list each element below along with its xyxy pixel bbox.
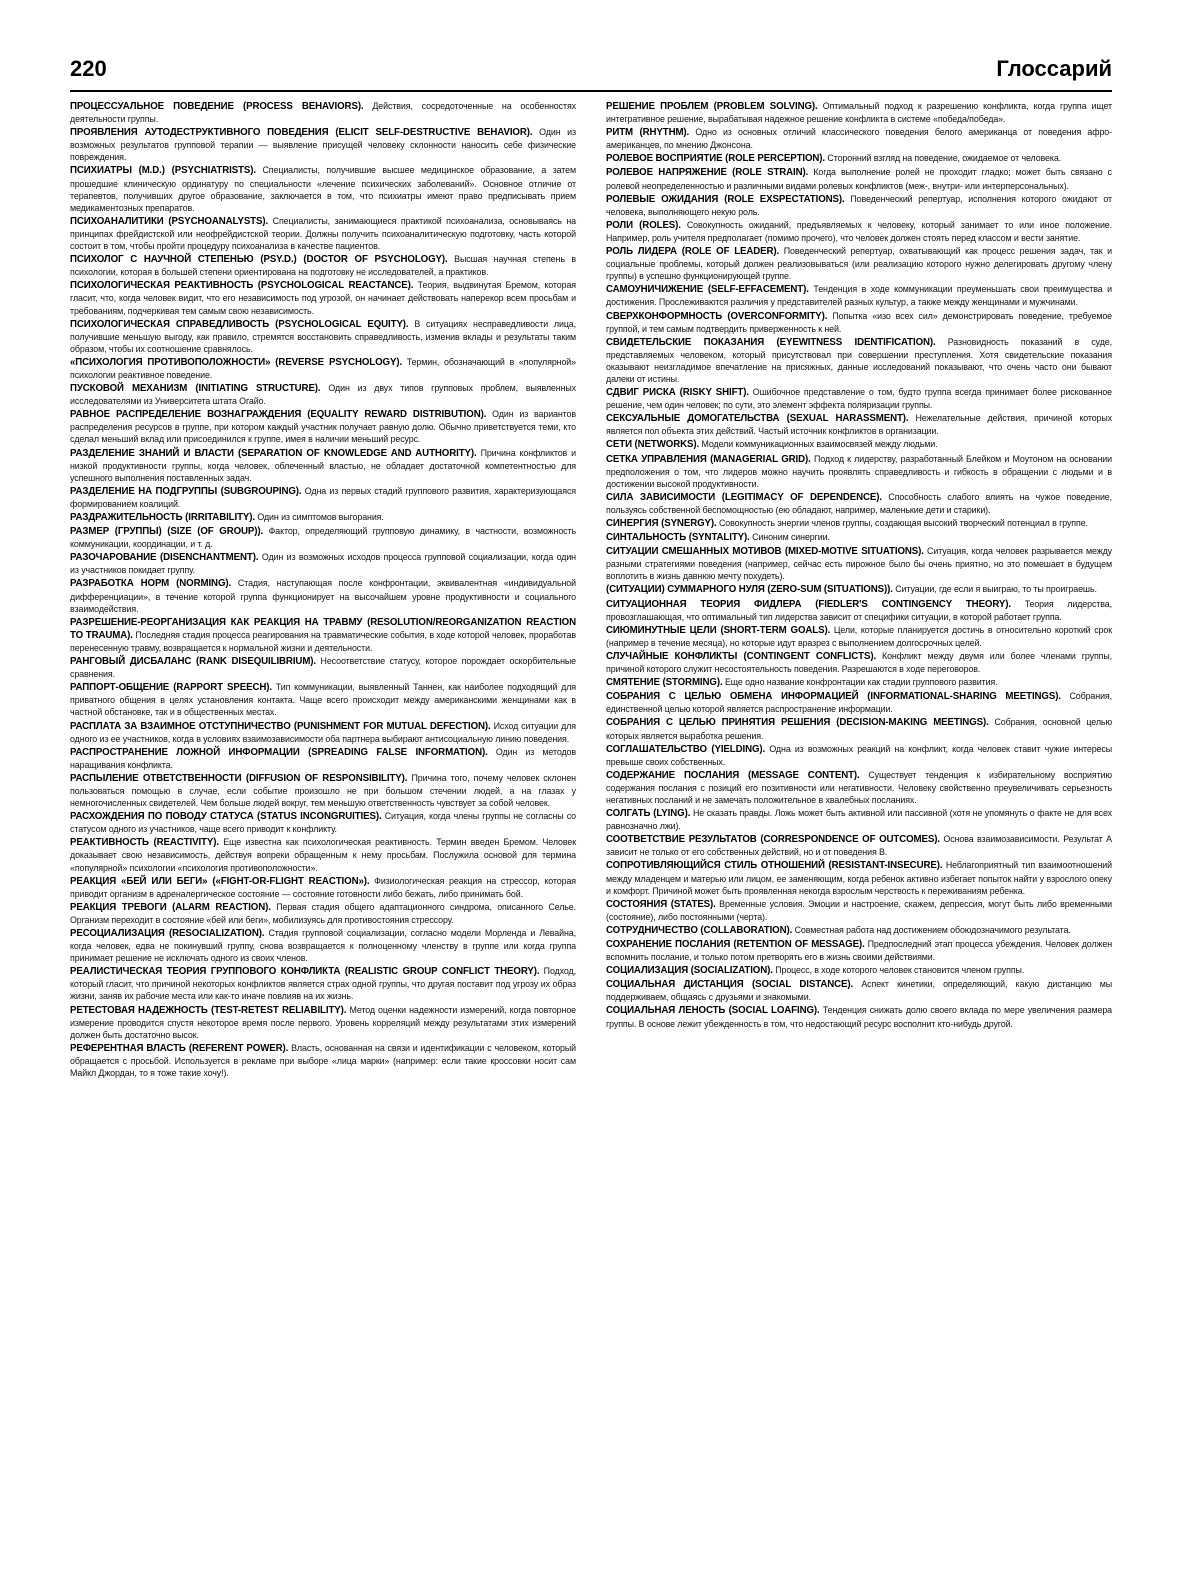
- glossary-definition: Ситуация, когда человек разрывается между разными стратегиями поведения (например, сейчас есть пирожное было бы очень приятно, но это помешает в будущем воплотить в жизнь давнюю мечту похудеть).: [606, 546, 1112, 582]
- glossary-term: РЕАКЦИЯ ТРЕВОГИ (ALARM REACTION).: [70, 901, 271, 913]
- glossary-entry: [606, 517, 1112, 530]
- glossary-term: РОЛЬ ЛИДЕРА (ROLE OF LEADER).: [606, 246, 780, 258]
- glossary-entry: [70, 485, 576, 510]
- glossary-definition: Один из методов наращивания конфликта.: [70, 746, 576, 770]
- glossary-definition: Еще известна как психологическая реактивность. Термин введен Бремом. Человек доказывает свою независимость, действуя вопреки обращенным к нему просьбам. Послужила основой для термина «популярной» психологии «психология противоположности».: [70, 837, 576, 873]
- glossary-entry: [70, 126, 576, 163]
- glossary-term: СИТУАЦИОННАЯ ТЕОРИЯ ФИДЛЕРА (FIEDLER'S CONTINGENCY THEORY).: [606, 598, 1011, 610]
- glossary-entry: [606, 245, 1112, 282]
- glossary-entry: [70, 551, 576, 576]
- glossary-term: СОБРАНИЯ С ЦЕЛЬЮ ОБМЕНА ИНФОРМАЦИЕЙ (INFORMATIONAL-SHARING MEETINGS).: [606, 691, 1061, 703]
- glossary-entry: [70, 100, 576, 125]
- glossary-term: РАЗДЕЛЕНИЕ НА ПОДГРУППЫ (SUBGROUPING).: [70, 485, 302, 497]
- glossary-definition: Основа взаимозависимости. Результат А зависит не только от его собственных действий, но и от поведения В.: [606, 834, 1112, 858]
- glossary-term: РАЗМЕР (ГРУППЫ) (SIZE (OF GROUP)).: [70, 526, 264, 538]
- glossary-definition: Один из вариантов распределения ресурсов в группе, при котором каждый участник получает равную долю. Обычно приветствуется теми, кто сделал меньший вклад или присоединился к группе, имея в наличии меньший ресурс.: [70, 409, 576, 445]
- glossary-definition: Совокупность энергии членов группы, создающая высокий творческий потенциал в группе.: [718, 518, 1088, 528]
- glossary-definition: Последняя стадия процесса реагирования на травматические события, в ходе которой человек, проработав перенесенную травму, возвращается к нормальной жизни и деятельности.: [70, 629, 576, 653]
- glossary-term: СОЛГАТЬ (LYING).: [606, 808, 691, 820]
- glossary-definition: Разновидность показаний в суде, представляемых человеком, который присутствовал при совершении преступления. Хотя свидетельские показания оказывают неизгладимое впечатление на присяжных, данные исследований показывают, что очень часто они бывают далеки от истины.: [606, 336, 1112, 384]
- glossary-definition: Один из возможных исходов процесса групповой социализации, когда один из участников покидает группу.: [70, 552, 576, 576]
- glossary-entry: [606, 624, 1112, 649]
- glossary-term: РАЗРАБОТКА НОРМ (NORMING).: [70, 578, 232, 590]
- glossary-term: РЕАЛИСТИЧЕСКАЯ ТЕОРИЯ ГРУППОВОГО КОНФЛИКТА (REALISTIC GROUP CONFLICT THEORY).: [70, 966, 540, 978]
- glossary-definition: Временные условия. Эмоции и настроение, скажем, депрессия, могут быть либо временными (состояние), либо постоянными (черта).: [606, 898, 1112, 922]
- glossary-entry: [606, 283, 1112, 308]
- glossary-definition: Одна из возможных реакций на конфликт, когда человек ставит чужие интересы превыше своих собственных.: [606, 743, 1112, 767]
- glossary-term: РАСПЫЛЕНИЕ ОТВЕТСТВЕННОСТИ (DIFFUSION OF RESPONSIBILITY).: [70, 772, 408, 784]
- glossary-term: СОЦИАЛИЗАЦИЯ (SOCIALIZATION).: [606, 965, 773, 977]
- glossary-entry: [606, 583, 1112, 596]
- glossary-term: СМЯТЕНИЕ (STORMING).: [606, 677, 723, 689]
- glossary-entry: [606, 100, 1112, 125]
- glossary-entry: [606, 978, 1112, 1003]
- glossary-entry: [70, 1042, 576, 1079]
- glossary-entry: [70, 279, 576, 316]
- glossary-definition: Ситуации, где если я выиграю, то ты проиграешь.: [895, 584, 1097, 595]
- glossary-entry: [606, 219, 1112, 244]
- glossary-definition: Поведенческий репертуар, исполнения которого ожидают от человека, выполняющего некую роль.: [606, 193, 1113, 217]
- glossary-term: СОТРУДНИЧЕСТВО (COLLABORATION).: [606, 924, 793, 936]
- glossary-term: ПСИХОЛОГИЧЕСКАЯ РЕАКТИВНОСТЬ (PSYCHOLOGICAL REACTANCE).: [70, 280, 414, 292]
- glossary-definition: Тип коммуникации, выявленный Таннен, как наиболее подходящий для приватного общения в целях установления контакта. Чаще всего происходит между американскими женщинами как в частной обстановке, так и в общественных местах.: [70, 682, 576, 718]
- glossary-entry: [70, 681, 576, 718]
- glossary-term: РИТМ (RHYTHM).: [606, 127, 690, 139]
- glossary-entry: [70, 810, 576, 835]
- glossary-definition: Первая стадия общего адаптационного синдрома, описанного Селье. Организм переходит в состояние «бей или беги», мобилизуясь для противостояния стрессору.: [70, 901, 577, 925]
- glossary-term: СВЕРХКОНФОРМНОСТЬ (OVERCONFORMITY).: [606, 310, 828, 322]
- glossary-definition: Тенденция в ходе коммуникации преуменьшать свои преимущества и достижения. Прослеживаются различия у представителей разных культур, а также между женщинами и мужчинами.: [606, 284, 1112, 308]
- glossary-entry: [70, 901, 576, 926]
- glossary-definition: В ситуациях несправедливости лица, получившие меньшую выгоду, как правило, стремятся восстановить справедливость, изменив вклады и результаты таким образом, чтобы их соотношение сравнялось.: [70, 318, 577, 354]
- glossary-term: РОЛЕВОЕ ВОСПРИЯТИЕ (ROLE PERCEPTION).: [606, 153, 826, 165]
- glossary-definition: Тенденция снижать долю своего вклада по мере увеличения размера группы. В основе лежит убежденность в том, что недостающий ресурс восполнит кто-нибудь другой.: [606, 1005, 1112, 1029]
- glossary-term: ПСИХИАТРЫ (M.D.) (PSYCHIATRISTS).: [70, 165, 256, 177]
- glossary-definition: Стадия групповой социализации, согласно модели Морленда и Левайна, когда человек, едва не покинувший группу, снова возвращается к полноценному членству в группе или когда группа принимает решение не исключать одного из своих членов.: [70, 928, 576, 964]
- glossary-definition: Физиологическая реакция на стрессор, которая приводит организм в адреналергическое состояние — состояние готовности либо бежать, либо принимать бой.: [70, 875, 576, 899]
- glossary-definition: Совокупность ожиданий, предъявляемых к человеку, который занимает то или иное положение. Например, роль учителя предполагает (помимо прочего), что человек должен стоять перед классом и вести занятие.: [606, 219, 1113, 243]
- glossary-term: ПРОЦЕССУАЛЬНОЕ ПОВЕДЕНИЕ (PROCESS BEHAVIORS).: [70, 101, 364, 112]
- glossary-term: РАЗДРАЖИТЕЛЬНОСТЬ (IRRITABILITY).: [70, 512, 255, 523]
- glossary-definition: Конфликт между двумя или более членами группы, причиной которого служит несостоятельность поведения. Разрешаются в ходе переговоров.: [606, 650, 1112, 675]
- glossary-term: СИТУАЦИИ СМЕШАННЫХ МОТИВОВ (MIXED-MOTIVE SITUATIONS).: [606, 546, 924, 558]
- glossary-definition: Когда выполнение ролей не проходит гладко; может быть связано с ролевой неопределенностью и различными видами ролевых конфликтов (меж-, внутри- или интерперсональных).: [606, 167, 1112, 191]
- glossary-term: РЕСОЦИАЛИЗАЦИЯ (RESOCIALIZATION).: [70, 928, 265, 939]
- glossary-definition: Причина конфликтов и низкой продуктивности группы, когда человек, облеченный властью, не обладает достаточной компетентностью для успешного выполнения поставленных задач.: [70, 447, 576, 483]
- glossary-entry: [70, 356, 576, 381]
- glossary-entry: [70, 746, 576, 771]
- glossary-entry: [606, 769, 1112, 806]
- glossary-entry: [606, 412, 1112, 437]
- glossary-definition: Подход к лидерству, разработанный Блейком и Моутоном на основании предположения о том, что лидеров можно научить проявлять справедливость и гибкость в обращении с людьми и в достижении высокой продуктивности.: [606, 453, 1112, 489]
- glossary-term: РАЗРЕШЕНИЕ-РЕОРГАНИЗАЦИЯ КАК РЕАКЦИЯ НА ТРАВМУ (RESOLUTION/REORGANIZATION REACTION TO TRAUMA).: [70, 616, 576, 641]
- glossary-entry: [606, 1004, 1112, 1029]
- glossary-entry: [606, 964, 1112, 977]
- glossary-term: СОПРОТИВЛЯЮЩИЙСЯ СТИЛЬ ОТНОШЕНИЙ (RESISTANT-INSECURE).: [606, 860, 943, 872]
- glossary-term: СЕТИ (NETWORKS).: [606, 439, 700, 451]
- glossary-definition: Действия, сосредоточенные на особенностях деятельности группы.: [70, 101, 576, 125]
- glossary-entry: [70, 164, 576, 213]
- running-title: Глоссарий: [996, 56, 1112, 81]
- glossary-definition: Аспект кинетики, определяющий, какую дистанцию мы поддерживаем, общаясь с друзьями и знакомыми.: [606, 979, 1112, 1003]
- glossary-entry: [606, 310, 1112, 335]
- glossary-term: РАСХОЖДЕНИЯ ПО ПОВОДУ СТАТУСА (STATUS INCONGRUITIES).: [70, 811, 382, 823]
- glossary-definition: Поведенческий репертуар, охватывающий как процесс решения задач, так и социальные проблемы, который должен реализовываться (или реализацию которого нужно делегировать другому члену группы) в успешно функционирующей группе.: [606, 246, 1112, 282]
- glossary-definition: Одно из основных отличий классического поведения белого американца от поведения афро-американцев, по мнению Джонсона.: [606, 127, 1112, 151]
- glossary-definition: Не сказать правды. Ложь может быть активной или пассивной (хотя не упомянуть о факте не для всех равнозначно лжи).: [606, 808, 1112, 832]
- glossary-entry: [70, 215, 576, 252]
- glossary-term: СДВИГ РИСКА (RISKY SHIFT).: [606, 387, 749, 399]
- glossary-entry: [70, 382, 576, 407]
- glossary-definition: Существует тенденция к избирательному восприятию содержания послания с позиций его позитивности или негативности. Человеку свойственно преувеличивать серьезность негативных посланий и не замечать положительное в хвалебных посланиях.: [606, 769, 1112, 805]
- glossary-entry: [70, 577, 576, 614]
- glossary-term: РАЗДЕЛЕНИЕ ЗНАНИЙ И ВЛАСТИ (SEPARATION OF KNOWLEDGE AND AUTHORITY).: [70, 447, 477, 459]
- glossary-term: СОЦИАЛЬНАЯ ЛЕНОСТЬ (SOCIAL LOAFING).: [606, 1005, 820, 1017]
- glossary-definition: Неблагоприятный тип взаимоотношений между младенцем и матерью или лицом, ее заменяющим, когда ребенок активно избегает попыток найти у взрослого опеку и комфорт. Причиной может быть проявленная некогда взрослым черствость к переживаниям ребенка.: [606, 860, 1113, 896]
- glossary-entry: [606, 938, 1112, 963]
- glossary-definition: Оптимальный подход к разрешению конфликта, когда группа ищет интегративное решение, вырабатывая надежное решение конфликта в системе «победа/победа».: [606, 101, 1112, 125]
- glossary-term: ПРОЯВЛЕНИЯ АУТОДЕСТРУКТИВНОГО ПОВЕДЕНИЯ (ELICIT SELF-DESTRUCTIVE BEHAVIOR).: [70, 127, 533, 139]
- glossary-term: РАСПРОСТРАНЕНИЕ ЛОЖНОЙ ИНФОРМАЦИИ (SPREADING FALSE INFORMATION).: [70, 746, 488, 758]
- glossary-definition: Теория, выдвинутая Бремом, которая гласит, что, когда человек видит, что его независимость под угрозой, он начинает действовать наперекор всем просьбам и требованиям, подчеркивая тем самым свою независимость.: [70, 280, 576, 316]
- glossary-term: РЕТЕСТОВАЯ НАДЕЖНОСТЬ (TEST-RETEST RELIABILITY).: [70, 1004, 347, 1016]
- glossary-definition: Еще одно название конфронтации как стадии группового развития.: [724, 677, 998, 688]
- glossary-definition: Одна из первых стадий группового развития, характеризующаяся формированием коалиций.: [70, 485, 576, 509]
- glossary-entry: [606, 924, 1112, 937]
- glossary-entry: [70, 720, 576, 745]
- glossary-term: СИЛА ЗАВИСИМОСТИ (LEGITIMACY OF DEPENDENCE).: [606, 491, 882, 503]
- glossary-entry: [606, 598, 1112, 623]
- glossary-entry: [70, 616, 576, 654]
- page-number: 220: [70, 56, 107, 81]
- glossary-entry: [70, 927, 576, 964]
- glossary-term: РАВНОЕ РАСПРЕДЕЛЕНИЕ ВОЗНАГРАЖДЕНИЯ (EQUALITY REWARD DISTRIBUTION).: [70, 409, 487, 421]
- glossary-entry: [606, 193, 1112, 218]
- glossary-term: СООТВЕТСТВИЕ РЕЗУЛЬТАТОВ (CORRESPONDENCE OF OUTCOMES).: [606, 834, 940, 846]
- glossary-term: СОЦИАЛЬНАЯ ДИСТАНЦИЯ (SOCIAL DISTANCE).: [606, 979, 854, 991]
- glossary-entry: [606, 676, 1112, 689]
- glossary-entry: [70, 511, 576, 524]
- glossary-term: РАППОРТ-ОБЩЕНИЕ (RAPPORT SPEECH).: [70, 682, 272, 694]
- glossary-entry: [70, 253, 576, 278]
- glossary-definition: Модели коммуникационных взаимосвязей между людьми.: [701, 439, 938, 450]
- glossary-term: САМОУНИЧИЖЕНИЕ (SELF-EFFACEMENT).: [606, 284, 809, 296]
- glossary-definition: Процесс, в ходе которого человек становится членом группы.: [775, 965, 1025, 976]
- glossary-entry: [70, 965, 576, 1002]
- glossary-definition: Собрания, основной целью которых является выработка решения.: [606, 717, 1112, 741]
- glossary-definition: Подход, который гласит, что причиной некоторых конфликтов является страх одной группы, что другая поставит под угрозу их образ жизни, заняв их рабочие места или как-то иначе повлияв на их жизнь.: [70, 966, 576, 1002]
- glossary-term: «ПСИХОЛОГИЯ ПРОТИВОПОЛОЖНОСТИ» (REVERSE PSYCHOLOGY).: [70, 356, 403, 368]
- glossary-definition: Метод оценки надежности измерений, когда повторное измерение проводится спустя некоторое время после первого. Уровень корреляций между результатами этих измерений должен быть достаточно высок.: [70, 1004, 576, 1040]
- glossary-definition: Один из симптомов выгорания.: [257, 512, 384, 522]
- glossary-definition: Теория лидерства, провозглашающая, что оптимальный тип лидерства зависит от специфики ситуации, в которой работает группа.: [606, 598, 1112, 622]
- glossary-definition: Цели, которые планируется достичь в относительно короткий срок (например в течение месяца), но которые идут вразрез с выполнением долгосрочных целей.: [606, 624, 1112, 648]
- glossary-definition: Термин, обозначающий в «популярной» психологии реактивное поведение.: [70, 356, 576, 380]
- glossary-definition: Несоответствие статусу, которое порождает оскорбительные сравнения.: [70, 656, 576, 680]
- glossary-entry: [606, 336, 1112, 385]
- glossary-term: СЕКСУАЛЬНЫЕ ДОМОГАТЕЛЬСТВА (SEXUAL HARASSMENT).: [606, 413, 909, 425]
- glossary-definition: Ошибочное представление о том, будто группа всегда принимает более рискованное решение, чем один человек; по сути, это элемент эффекта поляризации группы.: [606, 387, 1112, 411]
- glossary-term: СОДЕРЖАНИЕ ПОСЛАНИЯ (MESSAGE CONTENT).: [606, 769, 860, 781]
- glossary-definition: Один из возможных результатов групповой терапии — выявление присущей человеку склонности наносить себе физические повреждения.: [70, 127, 576, 163]
- glossary-entry: [70, 772, 576, 809]
- glossary-term: РАЗОЧАРОВАНИЕ (DISENCHANTMENT).: [70, 552, 259, 564]
- glossary-entry: [606, 716, 1112, 741]
- glossary-term: ПУСКОВОЙ МЕХАНИЗМ (INITIATING STRUCTURE).: [70, 383, 321, 395]
- glossary-definition: Причина того, почему человек склонен пользоваться помощью в случае, если событие произошло не при большом стечении людей, а на глазах у немногочисленных свидетелей. Чем больше людей вокруг, тем меньшую ответственность чувствует за собой человек.: [70, 772, 576, 809]
- glossary-entry: [606, 898, 1112, 923]
- glossary-definition: Стадия, наступающая после конфронтации, эквивалентная «индивидуальной дифференциации», в течение которой группа функционирует на высочайшем уровне продуктивности и социального взаимодействия.: [70, 578, 576, 614]
- glossary-entry: [606, 531, 1112, 544]
- glossary-term: СВИДЕТЕЛЬСКИЕ ПОКАЗАНИЯ (EYEWITNESS IDENTIFICATION).: [606, 336, 936, 348]
- glossary-term: РОЛЕВОЕ НАПРЯЖЕНИЕ (ROLE STRAIN).: [606, 167, 809, 179]
- glossary-entry: [606, 491, 1112, 516]
- glossary-term: СЕТКА УПРАВЛЕНИЯ (MANAGERIAL GRID).: [606, 453, 811, 465]
- glossary-entry: [70, 318, 576, 355]
- glossary-definition: Один из двух типов групповых проблем, выявленных исследователями из Университета штата Огайо.: [70, 383, 576, 407]
- glossary-entry: [606, 386, 1112, 411]
- glossary-definition: Сторонний взгляд на поведение, ожидаемое от человека.: [827, 153, 1062, 164]
- glossary-entry: [606, 152, 1112, 165]
- glossary-term: РЕШЕНИЕ ПРОБЛЕМ (PROBLEM SOLVING).: [606, 101, 818, 112]
- glossary-definition: Исход ситуации для одного из ее участников, когда в условиях взаимозависимости оба партнера выбирают антисоциальную линию поведения.: [70, 720, 576, 744]
- glossary-entry: [606, 438, 1112, 451]
- glossary-definition: Синоним синергии.: [752, 532, 830, 543]
- glossary-entry: [606, 545, 1112, 582]
- glossary-definition: Нежелательные действия, причиной которых является пол объекта этих действий. Частый источник конфликтов в организации.: [606, 413, 1112, 437]
- glossary-term: СИНТАЛЬНОСТЬ (SYNTALITY).: [606, 532, 750, 544]
- glossary-entry: [606, 807, 1112, 832]
- glossary-entry: [70, 875, 576, 900]
- glossary-term: ПСИХОЛОГИЧЕСКАЯ СПРАВЕДЛИВОСТЬ (PSYCHOLOGICAL EQUITY).: [70, 318, 409, 330]
- glossary-definition: Власть, основанная на связи и идентификации с человеком, который обращается с просьбой. Используется в рекламе при выборе «лица марки» (например: если такие кроссовки носит сам Майкл Джордан, то я тоже такие хочу!).: [70, 1042, 576, 1079]
- glossary-definition: Высшая научная степень в психологии, которая в большей степени ориентирована на подготовку не исследователей, а практиков.: [70, 254, 576, 278]
- glossary-term: РЕАКТИВНОСТЬ (REACTIVITY).: [70, 837, 219, 849]
- glossary-entry: [606, 859, 1112, 896]
- glossary-definition: Способность слабого влиять на чужое поведение, пользуясь собственной беспомощностью (ею обладают, например, маленькие дети и старики).: [606, 491, 1113, 515]
- glossary-term: СОГЛАШАТЕЛЬСТВО (YIELDING).: [606, 743, 766, 755]
- glossary-entry: [70, 836, 576, 873]
- glossary-term: РЕАКЦИЯ «БЕЙ ИЛИ БЕГИ» («FIGHT-OR-FLIGHT REACTION»).: [70, 875, 370, 887]
- glossary-term: СИНЕРГИЯ (SYNERGY).: [606, 518, 717, 529]
- page-header: [70, 56, 1112, 92]
- right-column: [606, 100, 1112, 1031]
- glossary-entry: [70, 525, 576, 550]
- glossary-entry: [70, 408, 576, 445]
- glossary-definition: Специалисты, занимающиеся практикой психоанализа, основываясь на принципах фрейдистской или неофрейдистской теории. Должны получить психоаналитическую подготовку, часть которой состоит в том, чтобы пройти процедуру психоанализа в качестве пациентов.: [70, 215, 576, 252]
- glossary-entry: [70, 655, 576, 680]
- glossary-term: РОЛИ (ROLES).: [606, 219, 681, 231]
- glossary-definition: Фактор, определяющий групповую динамику, в частности, возможность коммуникации, координации, и т. д.: [70, 526, 576, 550]
- glossary-term: ПСИХОАНАЛИТИКИ (PSYCHOANALYSTS).: [70, 215, 269, 227]
- glossary-term: РАСПЛАТА ЗА ВЗАИМНОЕ ОТСТУПНИЧЕСТВО (PUNISHMENT FOR MUTUAL DEFECTION).: [70, 720, 491, 732]
- glossary-definition: Специалисты, получившие высшее медицинское образование, а затем прошедшие клиническую ординатуру по специальности «лечение психических заболеваний». Основное отличие от терапевтов, получивших другое образование, заключается в том, что психиатры имеют право предписывать прием медикаментозных препаратов.: [70, 165, 576, 213]
- glossary-entry: [70, 1004, 576, 1041]
- glossary-definition: Совместная работа над достижением обоюдозначимого результата.: [794, 924, 1071, 935]
- glossary-term: СОСТОЯНИЯ (STATES).: [606, 898, 716, 910]
- glossary-entry: [70, 447, 576, 484]
- glossary-definition: Попытка «изо всех сил» демонстрировать поведение, требуемое группой, и тем самым подтвердить приверженность к ней.: [606, 310, 1112, 334]
- glossary-entry: [606, 833, 1112, 858]
- glossary-term: РАНГОВЫЙ ДИСБАЛАНС (RANK DISEQUILIBRIUM).: [70, 656, 317, 668]
- glossary-entry: [606, 650, 1112, 675]
- glossary-entry: [606, 743, 1112, 768]
- glossary-entry: [606, 126, 1112, 151]
- glossary-entry: [606, 453, 1112, 490]
- left-column: [70, 100, 576, 1080]
- glossary-term: РЕФЕРЕНТНАЯ ВЛАСТЬ (REFERENT POWER).: [70, 1042, 289, 1054]
- glossary-definition: Предпоследний этап процесса убеждения. Человек должен вспомнить послание, и только потом претворять его в жизнь своими действиями.: [606, 939, 1112, 963]
- glossary-term: СЛУЧАЙНЫЕ КОНФЛИКТЫ (CONTINGENT CONFLICTS).: [606, 650, 877, 662]
- glossary-term: РОЛЕВЫЕ ОЖИДАНИЯ (ROLE EXSPECTATIONS).: [606, 193, 845, 205]
- glossary-term: СОХРАНЕНИЕ ПОСЛАНИЯ (RETENTION OF MESSAGE).: [606, 939, 865, 950]
- glossary-entry: [606, 166, 1112, 191]
- glossary-term: ПСИХОЛОГ С НАУЧНОЙ СТЕПЕНЬЮ (PSY.D.) (DOCTOR OF PSYCHOLOGY).: [70, 254, 448, 266]
- glossary-entry: [606, 690, 1112, 715]
- glossary-definition: Ситуация, когда члены группы не согласны со статусом одного из участников, чаще всего приводит к конфликту.: [70, 811, 576, 835]
- glossary-term: (СИТУАЦИИ) СУММАРНОГО НУЛЯ (ZERO-SUM (SITUATIONS)).: [606, 584, 893, 596]
- glossary-term: СИЮМИНУТНЫЕ ЦЕЛИ (SHORT-TERM GOALS).: [606, 624, 831, 636]
- glossary-term: СОБРАНИЯ С ЦЕЛЬЮ ПРИНЯТИЯ РЕШЕНИЯ (DECISION-MAKING MEETINGS).: [606, 717, 989, 729]
- glossary-definition: Собрания, единственной целью которой является распространение информации.: [606, 691, 1112, 715]
